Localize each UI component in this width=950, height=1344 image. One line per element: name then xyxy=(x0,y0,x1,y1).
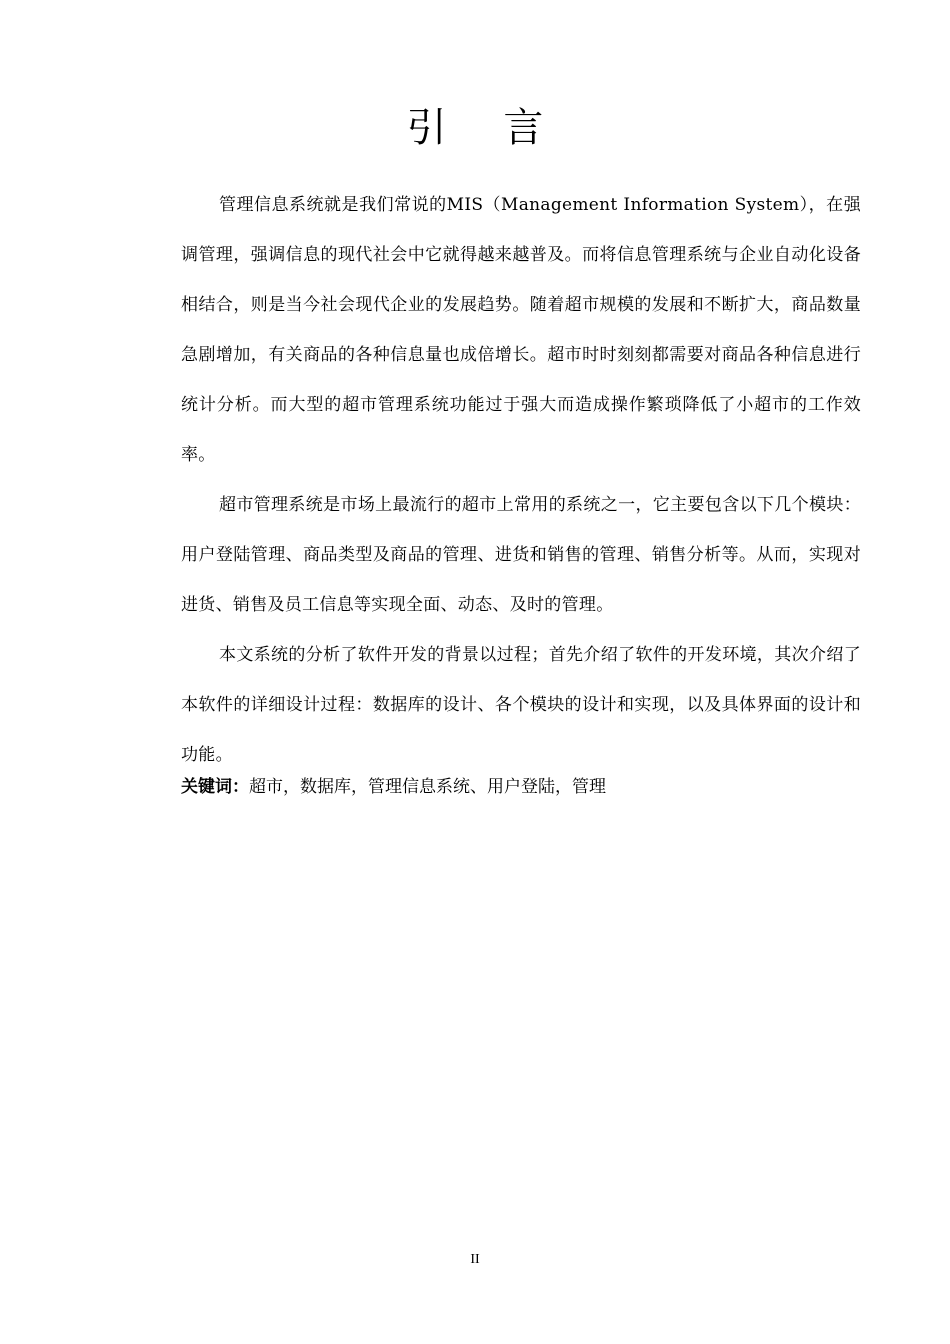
page-number: II xyxy=(470,1252,480,1267)
paragraph-2: 超市管理系统是市场上最流行的超市上常用的系统之一，它主要包含以下几个模块：用户登陆管理、商品类型及商品的管理、进货和销售的管理、销售分析等。从而，实现对进货、销售及员工信息等实现全面、动态、及时的管理。 xyxy=(181,495,861,615)
keywords-line xyxy=(181,772,861,802)
keywords-text: 超市，数据库，管理信息系统、用户登陆，管理 xyxy=(249,777,606,797)
paragraph-3: 本文系统的分析了软件开发的背景以过程；首先介绍了软件的开发环境，其次介绍了本软件的详细设计过程：数据库的设计、各个模块的设计和实现，以及具体界面的设计和功能。 xyxy=(181,645,861,765)
paragraph-1: 管理信息系统就是我们常说的MIS（Management Information System），在强调管理，强调信息的现代社会中它就得越来越普及。而将信息管理系统与企业自动化设备相结合，则是当今社会现代企业的发展趋势。随着超市规模的发展和不断扩大，商品数量急剧增加，有关商品的各种信息量也成倍增长。超市时时刻刻都需要对商品各种信息进行统计分析。而大型的超市管理系统功能过于强大而造成操作繁琐降低了小超市的工作效率。 xyxy=(181,195,861,465)
keywords-label: 关键词： xyxy=(181,777,249,797)
page-title: 引 言 xyxy=(406,105,566,151)
body-text xyxy=(181,180,861,802)
